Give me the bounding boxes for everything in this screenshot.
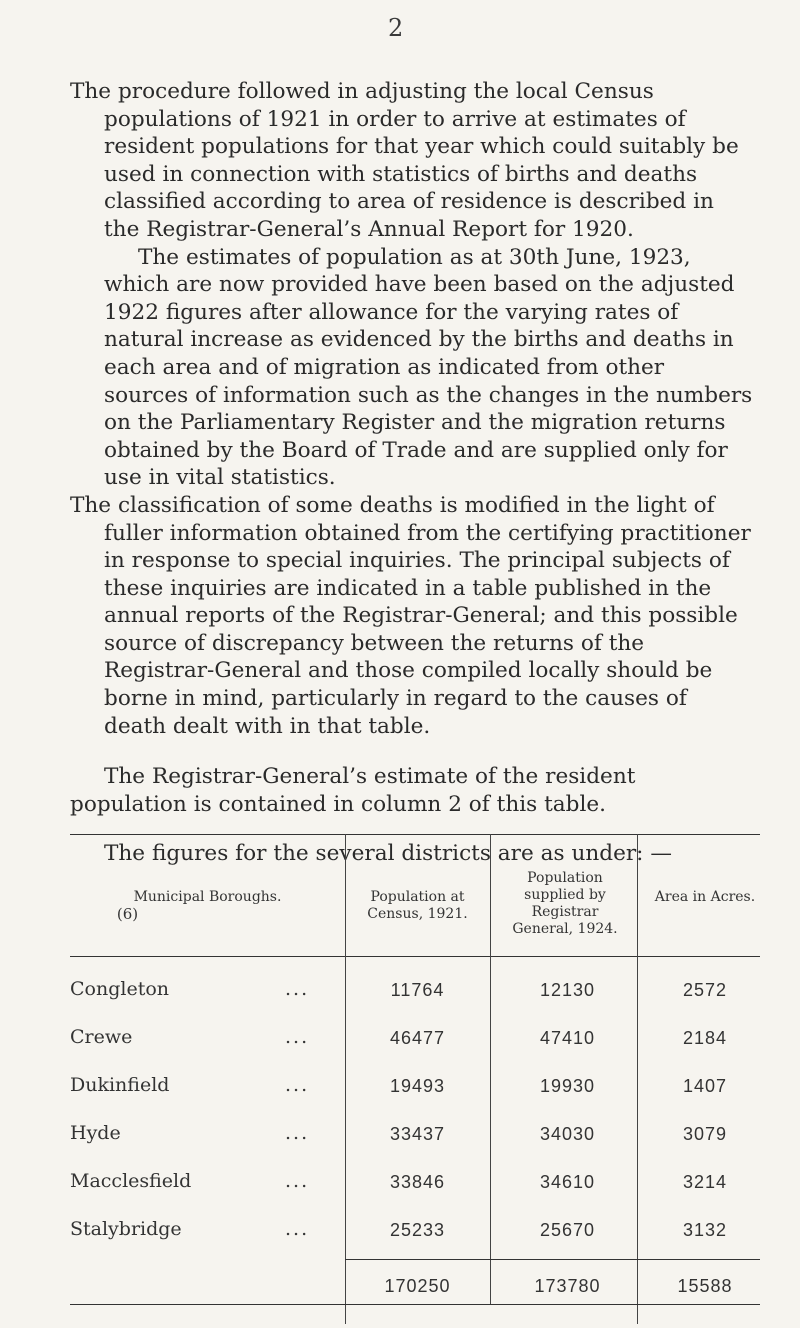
table-header-rule [70,956,760,957]
row-census: 19493 [389,1076,446,1096]
row-registrar: 25670 [539,1220,596,1240]
body-text [70,78,755,868]
column-divider-2 [490,834,491,1304]
leader-dots: ... [285,1026,310,1048]
total-census: 170250 [384,1276,451,1296]
leader-dots: ... [285,978,310,1000]
row-borough-name: Dukinfield [70,1074,170,1096]
table-top-rule [70,834,760,835]
leader-dots: ... [285,1074,310,1096]
paragraph-2: The estimates of population as at 30th June, 1923, which are now provided have been based on the adjusted 1922 figures after allowance for the varying rates of natural increase as evidenced by the births and deaths in each area and of migration as indicated from other sources of information such as the changes in the numbers on the Parliamentary Register and the migration returns obtained by the Board of Trade and are supplied only for use in vital statistics. [104,244,753,491]
row-registrar: 47410 [539,1028,596,1048]
paragraph-3: The classification of some deaths is modified in the light of fuller information obtained from the certifying practitioner in response to special inquiries. The principal subjects of these inquiries are indicated in a table published in the annual reports of the Registrar-General; and this possible source of discrepancy between the returns of the Registrar-General and those compiled locally should be borne in mind, particularly in regard to the causes of death dealt with in that table. [70,492,751,739]
row-census: 25233 [389,1220,446,1240]
row-census: 33846 [389,1172,446,1192]
row-area: 1407 [682,1076,728,1096]
row-area: 3132 [682,1220,728,1240]
row-registrar: 34610 [539,1172,596,1192]
row-area: 3079 [682,1124,728,1144]
totals-rule [345,1259,760,1260]
paragraph-1: The procedure followed in adjusting the local Census populations of 1921 in order to arrive at estimates of resident populations for that year which could suitably be used in connection with statistics of births and deaths classified according to area of residence is described in the Registrar-General’s Annual Report for 1920. [70,79,739,242]
page-number: 2 [388,14,404,42]
total-area: 15588 [677,1276,733,1296]
header-municipal-boroughs [70,889,345,923]
row-area: 3214 [682,1172,728,1192]
leader-dots: ... [285,1122,310,1144]
leader-dots: ... [285,1170,310,1192]
row-census: 33437 [389,1124,446,1144]
paragraph-4: The Registrar-General’s estimate of the resident population is contained in column 2 of this table. [70,764,636,817]
column-divider-3 [637,834,638,1324]
header-population-registrar: Population supplied by Registrar General, 1924. [512,870,618,937]
row-registrar: 12130 [539,980,596,1000]
row-borough-name: Stalybridge [70,1218,182,1240]
row-borough-name: Congleton [70,978,170,1000]
row-census: 11764 [390,980,445,1000]
header-col1-sub: (6) [116,905,139,923]
row-registrar: 34030 [539,1124,596,1144]
leader-dots: ... [285,1218,310,1240]
row-registrar: 19930 [539,1076,596,1096]
row-area: 2184 [682,1028,728,1048]
row-borough-name: Macclesfield [70,1170,192,1192]
row-borough-name: Crewe [70,1026,133,1048]
row-borough-name: Hyde [70,1122,121,1144]
column-divider-1 [345,834,346,1324]
row-area: 2572 [682,980,728,1000]
header-population-census: Population at Census, 1921. [367,889,468,922]
header-area-acres: Area in Acres. [654,889,756,905]
paragraph-5: The figures for the several districts are as under: — [104,841,672,867]
header-col1-label: Municipal Boroughs. [133,889,282,905]
table-bottom-rule [70,1304,760,1305]
total-registrar: 173780 [534,1276,601,1296]
row-census: 46477 [389,1028,446,1048]
